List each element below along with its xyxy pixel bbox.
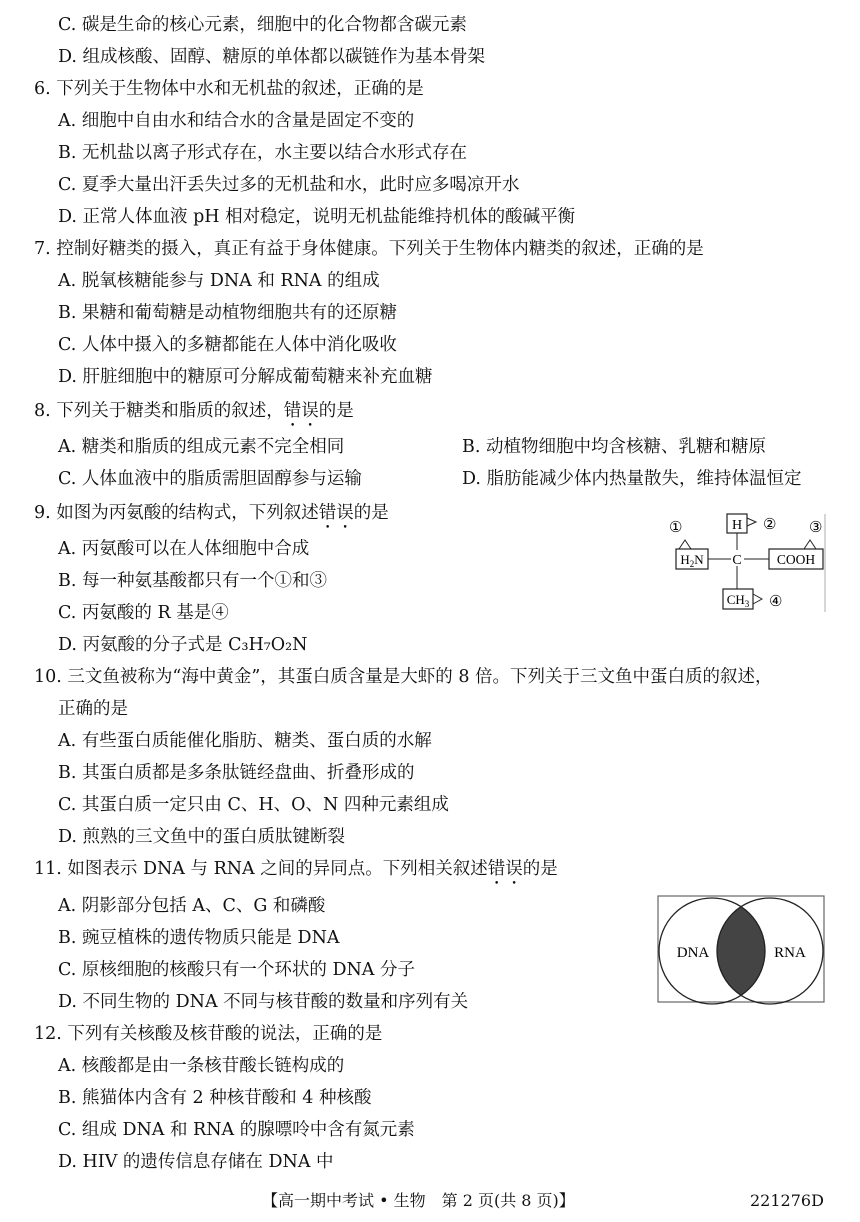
q8-option-a: A. 糖类和脂质的组成元素不完全相同 — [58, 437, 345, 457]
q6-option-a: A. 细胞中自由水和结合水的含量是固定不变的 — [58, 111, 415, 131]
q9-option-b: B. 每一种氨基酸都只有一个①和③ — [58, 571, 327, 591]
q12-option-b: B. 熊猫体内含有 2 种核苷酸和 4 种核酸 — [58, 1088, 372, 1108]
q12-option-c: C. 组成 DNA 和 RNA 的腺嘌呤中含有氮元素 — [58, 1120, 415, 1140]
q9-option-c: C. 丙氨酸的 R 基是④ — [58, 603, 229, 623]
q9-option-d: D. 丙氨酸的分子式是 C₃H₇O₂N — [58, 635, 308, 655]
q10-option-c: C. 其蛋白质一定只由 C、H、O、N 四种元素组成 — [58, 795, 449, 815]
carboxyl-label: COOH — [776, 552, 816, 567]
q12-option-d: D. HIV 的遗传信息存储在 DNA 中 — [58, 1152, 334, 1172]
methyl-ch: CH — [726, 592, 745, 607]
q9-option-a: A. 丙氨酸可以在人体细胞中合成 — [58, 539, 310, 559]
dna-rna-venn-figure — [656, 894, 828, 1006]
marker-3: ③ — [809, 520, 823, 536]
q8-stem: 8. 下列关于糖类和脂质的叙述， — [34, 401, 284, 421]
q10-option-d: D. 煎熟的三文鱼中的蛋白质肽键断裂 — [58, 827, 346, 847]
central-carbon: C — [732, 553, 742, 568]
q11-stem: 11. 如图表示 DNA 与 RNA 之间的异同点。下列相关叙述 — [34, 859, 488, 879]
h-label: H — [731, 518, 743, 533]
question-8 — [34, 400, 354, 431]
q9-emphasis: 错误 — [318, 503, 354, 523]
q5-option-d: D. 组成核酸、固醇、糖原的单体都以碳链作为基本骨架 — [58, 47, 486, 67]
marker-1: ① — [669, 520, 683, 536]
methyl-sub: 3 — [744, 599, 750, 609]
q11-emphasis: 错误 — [487, 859, 523, 879]
q11-option-a: A. 阴影部分包括 A、C、G 和磷酸 — [58, 896, 326, 916]
question-6: 6. 下列关于生物体中水和无机盐的叙述，正确的是 — [34, 79, 424, 99]
q9-stem: 9. 如图为丙氨酸的结构式，下列叙述 — [34, 503, 319, 523]
marker-2: ② — [763, 517, 777, 533]
q10-stem-continued: 正确的是 — [58, 699, 128, 719]
q8-option-b: B. 动植物细胞中均含核糖、乳糖和糖原 — [462, 437, 766, 457]
q9-stem-end: 的是 — [353, 503, 389, 523]
callout-1-arrow — [679, 540, 691, 549]
callout-2-arrow — [747, 518, 756, 526]
q11-stem-end: 的是 — [522, 859, 558, 879]
question-12: 12. 下列有关核酸及核苷酸的说法，正确的是 — [34, 1024, 383, 1044]
q8-stem-end: 的是 — [318, 401, 354, 421]
amino-group-label — [680, 552, 704, 569]
q10-option-b: B. 其蛋白质都是多条肽链经盘曲、折叠形成的 — [58, 763, 415, 783]
dna-label: DNA — [676, 945, 710, 961]
question-7: 7. 控制好糖类的摄入，真正有益于身体健康。下列关于生物体内糖类的叙述，正确的是 — [34, 239, 704, 259]
q12-option-a: A. 核酸都是由一条核苷酸长链构成的 — [58, 1056, 345, 1076]
amino-n: N — [694, 552, 704, 567]
q6-option-c: C. 夏季大量出汗丢失过多的无机盐和水，此时应多喝凉开水 — [58, 175, 520, 195]
q11-option-c: C. 原核细胞的核酸只有一个环状的 DNA 分子 — [58, 960, 415, 980]
page-footer-title: 【高一期中考试 • 生物 第 2 页(共 8 页)】 — [262, 1191, 575, 1210]
marker-4: ④ — [769, 594, 783, 610]
alanine-structure-figure — [668, 508, 828, 614]
q11-option-d: D. 不同生物的 DNA 不同与核苷酸的数量和序列有关 — [58, 992, 469, 1012]
callout-3-arrow — [804, 540, 816, 549]
q8-option-c: C. 人体血液中的脂质需胆固醇参与运输 — [58, 469, 362, 489]
q6-option-b: B. 无机盐以离子形式存在，水主要以结合水形式存在 — [58, 143, 467, 163]
q7-option-a: A. 脱氧核糖能参与 DNA 和 RNA 的组成 — [58, 271, 380, 291]
callout-4-arrow — [753, 594, 762, 604]
q11-option-b: B. 豌豆植株的遗传物质只能是 DNA — [58, 928, 340, 948]
q6-option-d: D. 正常人体血液 pH 相对稳定，说明无机盐能维持机体的酸碱平衡 — [58, 207, 576, 227]
page-footer-code: 221276D — [750, 1191, 824, 1210]
r-group-label — [727, 592, 750, 609]
q10-option-a: A. 有些蛋白质能催化脂肪、糖类、蛋白质的水解 — [58, 731, 432, 751]
q5-option-c: C. 碳是生命的核心元素，细胞中的化合物都含碳元素 — [58, 15, 467, 35]
question-10: 10. 三文鱼被称为“海中黄金”，其蛋白质含量是大虾的 8 倍。下列关于三文鱼中蛋白质的叙述， — [34, 667, 773, 687]
q7-option-c: C. 人体中摄入的多糖都能在人体中消化吸收 — [58, 335, 397, 355]
q7-option-d: D. 肝脏细胞中的糖原可分解成葡萄糖来补充血糖 — [58, 367, 433, 387]
amino-sub: 2 — [689, 559, 695, 569]
amino-h: H — [680, 552, 690, 567]
q7-option-b: B. 果糖和葡萄糖是动植物细胞共有的还原糖 — [58, 303, 397, 323]
q8-option-d: D. 脂肪能减少体内热量散失，维持体温恒定 — [462, 469, 802, 489]
rna-label: RNA — [774, 945, 806, 961]
question-11 — [34, 858, 558, 889]
question-9 — [34, 502, 389, 533]
q8-emphasis: 错误 — [283, 401, 319, 421]
